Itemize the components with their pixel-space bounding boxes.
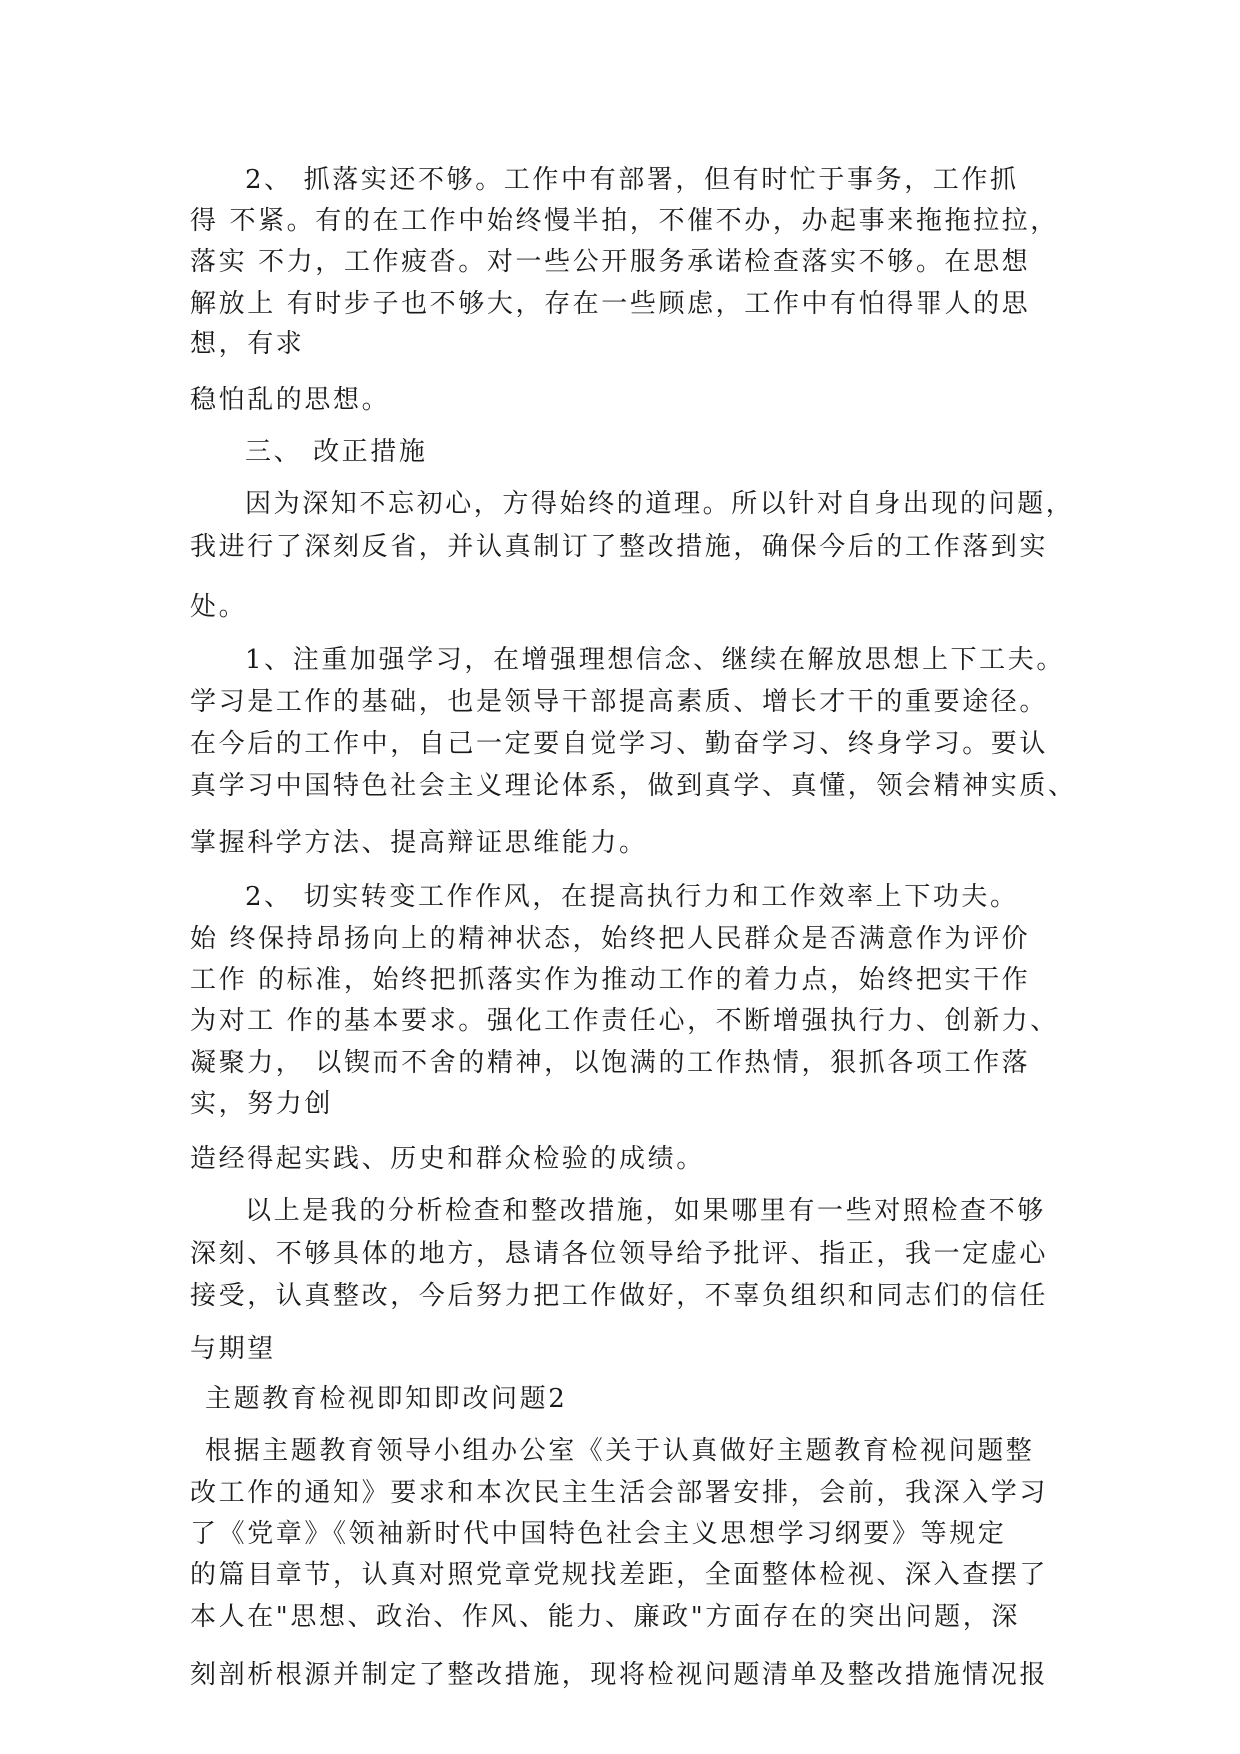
paragraph-line: 1、注重加强学习，在增强理想信念、继续在解放思想上下工夫。 [245,645,1065,675]
paragraph-line: 根据主题教育领导小组办公室《关于认真做好主题教育检视问题整 [205,1436,1035,1466]
paragraph-line: 得 不紧。有的在工作中始终慢半拍，不催不办，办起事来拖拖拉拉， [190,206,1059,236]
paragraph-line: 为对工 作的基本要求。强化工作责任心，不断增强执行力、创新力、 [190,1006,1059,1036]
paragraph-line: 想，有求 [190,329,305,359]
paragraph-line: 2、 切实转变工作作风，在提高执行力和工作效率上下功夫。 [245,882,1019,912]
paragraph-line: 学习是工作的基础，也是领导干部提高素质、增长才干的重要途径。 [190,687,1049,717]
paragraph-line: 我进行了深刻反省，并认真制订了整改措施，确保今后的工作落到实 [190,532,1049,562]
paragraph-line: 处。 [190,592,248,622]
paragraph-line: 真学习中国特色社会主义理论体系，做到真学、真懂，领会精神实质、 [190,771,1077,801]
paragraph-line: 因为深知不忘初心，方得始终的道理。所以针对自身出现的问题， [245,489,1075,519]
paragraph-line: 稳怕乱的思想。 [190,385,391,415]
paragraph-line: 落实 不力，工作疲沓。对一些公开服务承诺检查落实不够。在思想 [190,247,1031,277]
paragraph-line: 改工作的通知》要求和本次民主生活会部署安排，会前，我深入学习 [190,1478,1049,1508]
paragraph-line: 与期望 [190,1334,276,1364]
paragraph-line: 接受，认真整改，今后努力把工作做好，不辜负组织和同志们的信任 [190,1281,1049,1311]
paragraph-line: 凝聚力， 以锲而不舍的精神，以饱满的工作热情，狠抓各项工作落 [190,1048,1031,1078]
section-title: 主题教育检视即知即改问题2 [205,1384,568,1414]
paragraph-line: 了《党章》《领袖新时代中国特色社会主义思想学习纲要》等规定 [190,1519,1007,1549]
paragraph-line: 始 终保持昂扬向上的精神状态，始终把人民群众是否满意作为评价 [190,924,1031,954]
paragraph-line: 工作 的标准，始终把抓落实作为推动工作的着力点，始终把实干作 [190,965,1031,995]
paragraph-line: 2、 抓落实还不够。工作中有部署，但有时忙于事务，工作抓 [245,165,1019,195]
paragraph-line: 的篇目章节，认真对照党章党规找差距，全面整体检视、深入查摆了 [190,1560,1049,1590]
paragraph-line: 掌握科学方法、提高辩证思维能力。 [190,828,648,858]
paragraph-line: 深刻、不够具体的地方，恳请各位领导给予批评、指正，我一定虚心 [190,1239,1049,1269]
paragraph-line: 造经得起实践、历史和群众检验的成绩。 [190,1144,705,1174]
paragraph-line: 实，努力创 [190,1089,334,1119]
paragraph-line: 在今后的工作中，自己一定要自觉学习、勤奋学习、终身学习。要认 [190,729,1049,759]
paragraph-line: 解放上 有时步子也不够大，存在一些顾虑，工作中有怕得罪人的思 [190,289,1031,319]
paragraph-line: 本人在"思想、政治、作风、能力、廉政"方面存在的突出问题，深 [190,1602,1020,1632]
paragraph-line: 刻剖析根源并制定了整改措施，现将检视问题清单及整改措施情况报 [190,1660,1049,1690]
paragraph-line: 以上是我的分析检查和整改措施，如果哪里有一些对照检查不够 [245,1196,1046,1226]
section-heading: 三、 改正措施 [245,437,428,467]
